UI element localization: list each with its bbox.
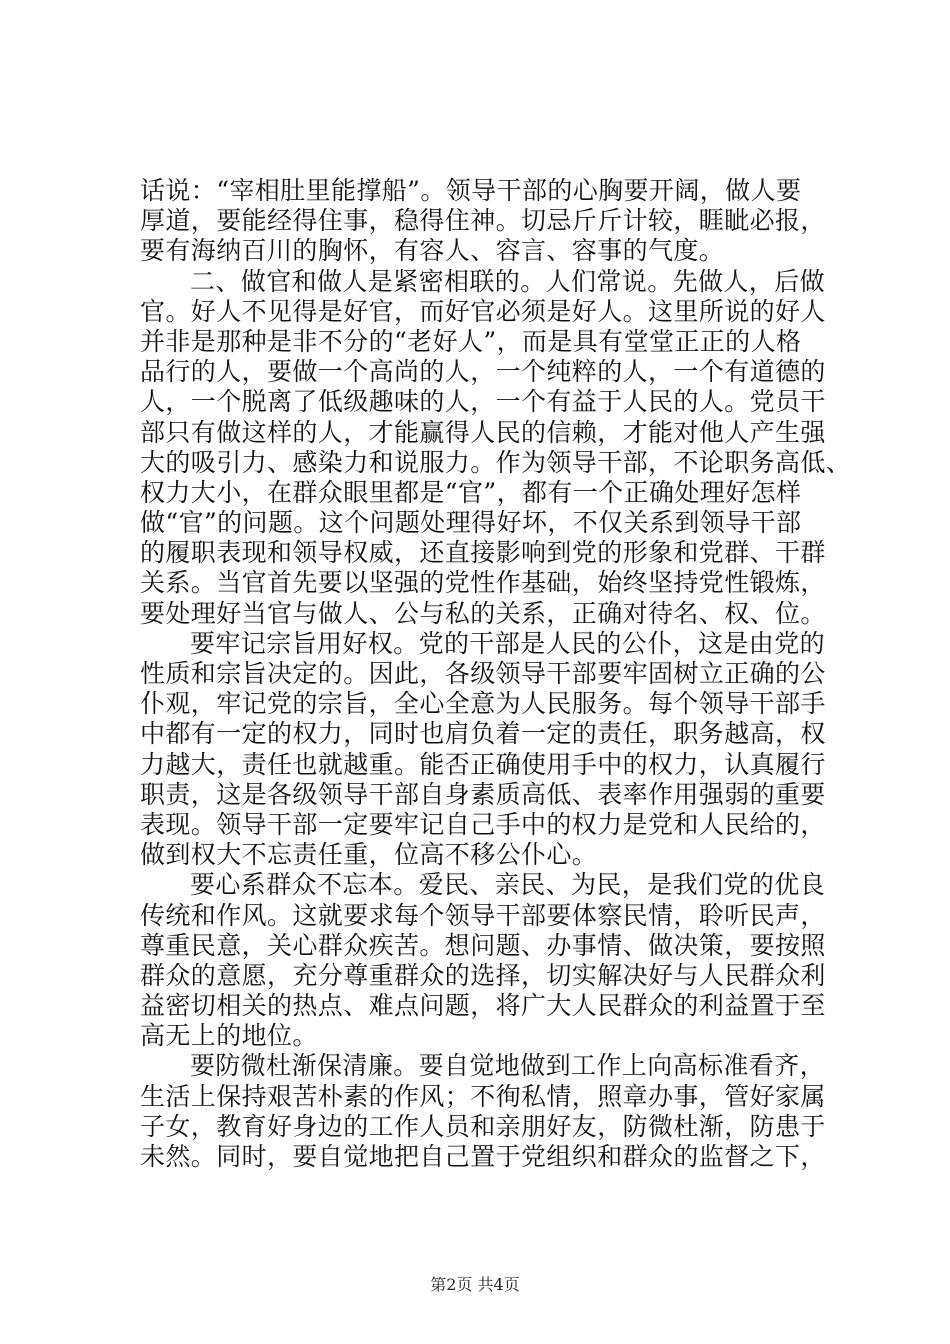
text-line: 子女，教育好身边的工作人员和亲朋好友，防微杜渐，防患于 — [140, 1111, 826, 1141]
text-line: 权力大小，在群众眼里都是“官”，都有一个正确处理好怎样 — [140, 477, 802, 507]
text-line: 话说：“宰相肚里能撑船”。领导干部的心胸要开阔，做人要 — [140, 176, 802, 205]
text-line: 中都有一定的权力，同时也肩负着一定的责任，职务越高，权 — [140, 719, 826, 749]
text-line: 的履职表现和领导权威，还直接影响到党的形象和党群、干群 — [140, 538, 826, 568]
text-line: 高无上的地位。 — [140, 1021, 318, 1051]
text-line: 官。好人不见得是好官，而好官必须是好人。这里所说的好人 — [140, 296, 826, 326]
text-line: 要有海纳百川的胸怀，有容人、容言、容事的气度。 — [140, 236, 725, 266]
text-line: 群众的意愿，充分尊重群众的选择，切实解决好与人民群众利 — [140, 960, 826, 990]
paragraph-first-line: 要防微杜渐保清廉。要自觉地做到工作上向高标准看齐， — [190, 1051, 826, 1081]
text-line: 关系。当官首先要以坚强的党性作基础，始终坚持党性锻炼， — [140, 568, 826, 598]
text-line: 生活上保持艰苦朴素的作风；不徇私情，照章办事，管好家属 — [140, 1081, 826, 1111]
text-line: 品行的人，要做一个高尚的人，一个纯粹的人，一个有道德的 — [140, 357, 826, 387]
text-line: 并非是那种是非不分的“老好人”，而是具有堂堂正正的人格 — [140, 326, 802, 356]
document-body — [140, 176, 852, 1172]
text-line: 性质和宗旨决定的。因此，各级领导干部要牢固树立正确的公 — [140, 659, 826, 688]
paragraph-first-line: 要牢记宗旨用好权。党的干部是人民的公仆，这是由党的 — [190, 628, 826, 658]
text-line: 要处理好当官与做人、公与私的关系，正确对待名、权、位。 — [140, 598, 826, 628]
text-line: 大的吸引力、感染力和说服力。作为领导干部，不论职务高低、 — [140, 447, 852, 477]
text-line: 益密切相关的热点、难点问题，将广大人民群众的利益置于至 — [140, 991, 826, 1021]
text-line: 力越大，责任也就越重。能否正确使用手中的权力，认真履行 — [140, 749, 826, 779]
text-line: 部只有做这样的人，才能赢得人民的信赖，才能对他人产生强 — [140, 417, 826, 447]
text-line: 表现。领导干部一定要牢记自己手中的权力是党和人民给的， — [140, 809, 826, 839]
text-line: 职责，这是各级领导干部自身素质高低、表率作用强弱的重要 — [140, 779, 826, 809]
paragraph-first-line: 要心系群众不忘本。爱民、亲民、为民，是我们党的优良 — [190, 870, 826, 900]
text-line: 尊重民意，关心群众疾苦。想问题、办事情、做决策，要按照 — [140, 930, 826, 960]
text-line: 人，一个脱离了低级趣味的人，一个有益于人民的人。党员干 — [140, 387, 826, 417]
text-line: 未然。同时，要自觉地把自己置于党组织和群众的监督之下， — [140, 1142, 826, 1171]
text-line: 厚道，要能经得住事，稳得住神。切忌斤斤计较，睚眦必报， — [140, 206, 826, 236]
paragraph-first-line: 二、做官和做人是紧密相联的。人们常说。先做人，后做 — [190, 266, 826, 296]
text-line: 仆观，牢记党的宗旨，全心全意为人民服务。每个领导干部手 — [140, 689, 826, 719]
text-line: 做“官”的问题。这个问题处理得好坏，不仅关系到领导干部 — [140, 508, 802, 538]
page-footer: 第2页 共4页 — [430, 1275, 520, 1294]
text-line: 做到权大不忘责任重，位高不移公仆心。 — [140, 840, 598, 870]
text-line: 传统和作风。这就要求每个领导干部要体察民情，聆听民声， — [140, 900, 826, 930]
